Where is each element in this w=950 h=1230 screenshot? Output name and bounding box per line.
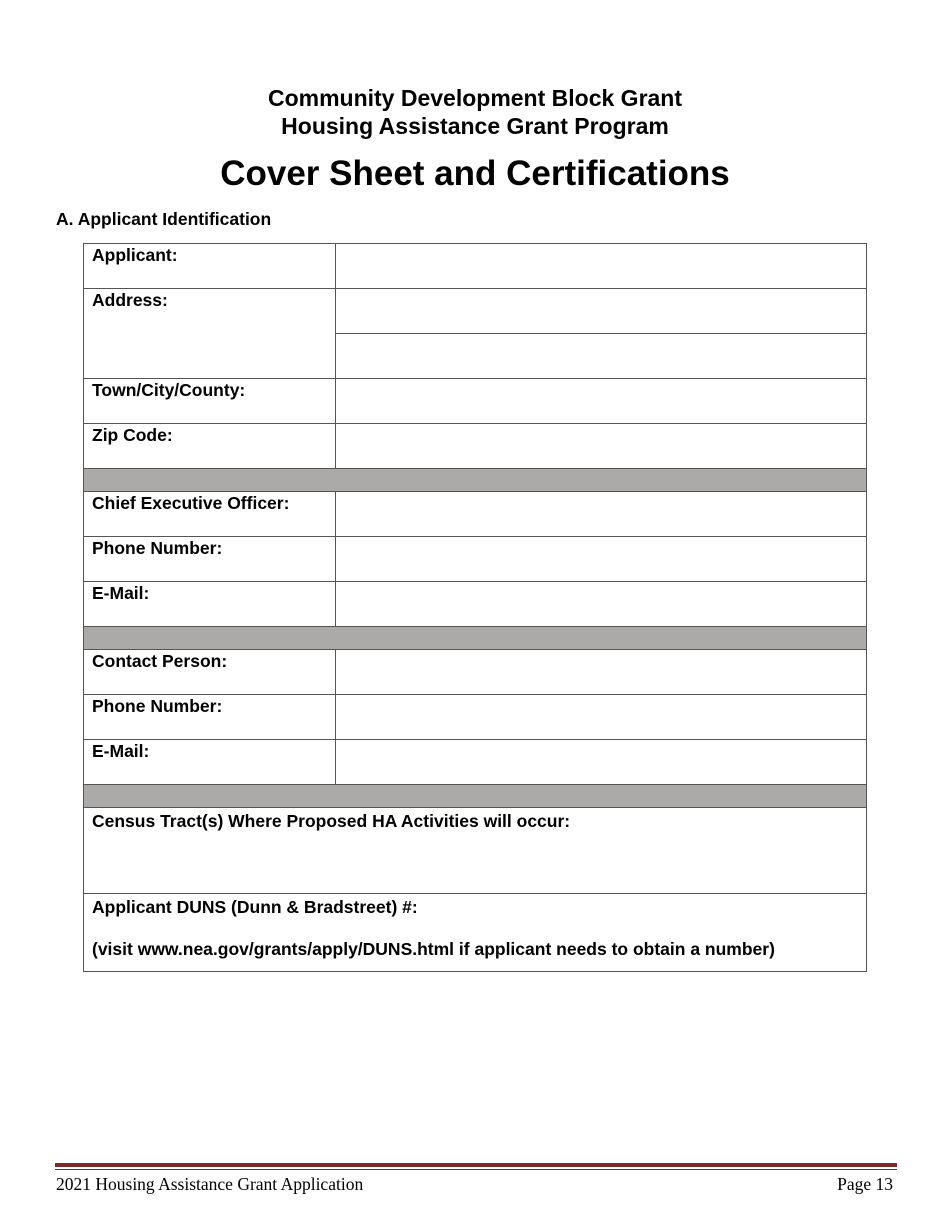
table-row	[84, 244, 867, 289]
ceo-field[interactable]	[336, 492, 867, 537]
shaded-divider	[84, 627, 867, 650]
census-tract-label: Census Tract(s) Where Proposed HA Activities will occur:	[92, 811, 571, 831]
table-row	[84, 650, 867, 695]
table-row	[84, 289, 867, 334]
zip-field[interactable]	[336, 424, 867, 469]
divider-row	[84, 469, 867, 492]
census-tract-field[interactable]	[84, 808, 867, 894]
table-row	[84, 379, 867, 424]
table-row	[84, 424, 867, 469]
contact-email-field[interactable]	[336, 740, 867, 785]
header-program-name: Community Development Block Grant	[267, 85, 683, 111]
zip-label: Zip Code:	[84, 424, 336, 469]
town-label: Town/City/County:	[84, 379, 336, 424]
footer-page-number: Page 13	[837, 1174, 893, 1194]
address-line1-field[interactable]	[336, 289, 867, 334]
address-label: Address:	[84, 289, 336, 379]
contact-label: Contact Person:	[84, 650, 336, 695]
section-heading: A. Applicant Identification	[56, 209, 272, 229]
contact-email-label: E-Mail:	[84, 740, 336, 785]
contact-field[interactable]	[336, 650, 867, 695]
divider-row	[84, 627, 867, 650]
contact-phone-label: Phone Number:	[84, 695, 336, 740]
table-row	[84, 492, 867, 537]
applicant-identification-table	[83, 243, 867, 972]
page-title: Cover Sheet and Certifications	[220, 154, 730, 193]
table-row	[84, 695, 867, 740]
ceo-label: Chief Executive Officer:	[84, 492, 336, 537]
applicant-label: Applicant:	[84, 244, 336, 289]
shaded-divider	[84, 469, 867, 492]
table-row	[84, 894, 867, 972]
ceo-email-label: E-Mail:	[84, 582, 336, 627]
header-subprogram-name: Housing Assistance Grant Program	[281, 113, 669, 139]
town-field[interactable]	[336, 379, 867, 424]
duns-note: (visit www.nea.gov/grants/apply/DUNS.html if applicant needs to obtain a number)	[92, 939, 775, 959]
ceo-email-field[interactable]	[336, 582, 867, 627]
duns-label: Applicant DUNS (Dunn & Bradstreet) #:	[92, 897, 418, 917]
footer-rule-thin	[55, 1169, 897, 1170]
footer-rule-thick	[55, 1163, 897, 1167]
applicant-field[interactable]	[336, 244, 867, 289]
address-line2-field[interactable]	[336, 334, 867, 379]
table-row	[84, 740, 867, 785]
divider-row	[84, 785, 867, 808]
shaded-divider	[84, 785, 867, 808]
ceo-phone-field[interactable]	[336, 537, 867, 582]
footer-document-title: 2021 Housing Assistance Grant Application	[56, 1174, 364, 1194]
duns-field[interactable]	[84, 894, 867, 972]
table-row	[84, 582, 867, 627]
contact-phone-field[interactable]	[336, 695, 867, 740]
ceo-phone-label: Phone Number:	[84, 537, 336, 582]
table-row	[84, 808, 867, 894]
table-row	[84, 537, 867, 582]
